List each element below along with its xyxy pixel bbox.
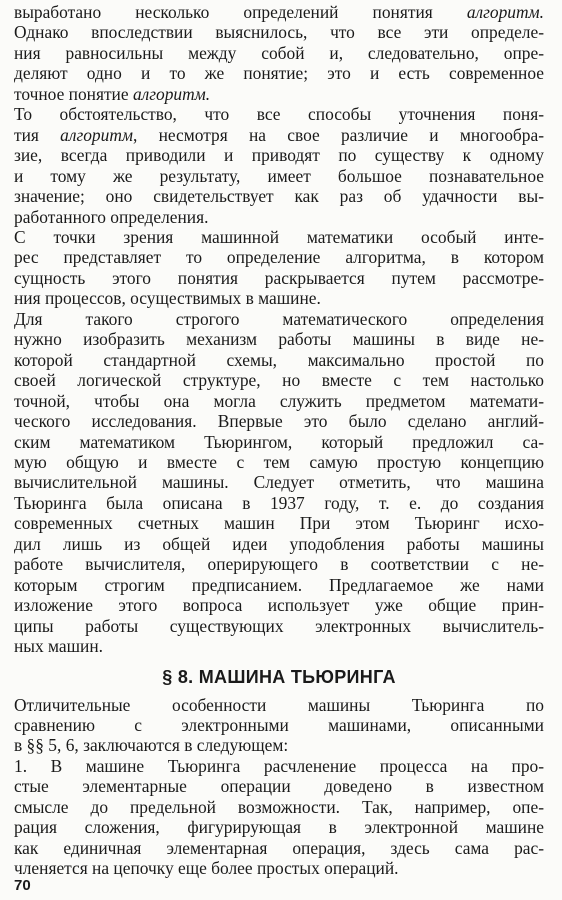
text-line: Отличительные особенности машины Тьюринга по <box>14 694 544 715</box>
paragraph <box>14 309 544 657</box>
text-line: ципы работы существующих электронных вычислитель- <box>14 615 544 636</box>
text-line: сущность этого понятия раскрывается путем рассмотре- <box>14 267 544 288</box>
text-line: рес представляет то определение алгоритма, в котором <box>14 247 544 268</box>
text-line: которым строгим предписанием. Предлагаемое же нами <box>14 574 544 595</box>
text-line: мую общую и вместе с тем самую простую концепцию <box>14 451 544 472</box>
text-line: работанного определения. <box>14 206 209 227</box>
page-number: 70 <box>14 877 31 894</box>
text-line: рация сложения, фигурирующая в электронной машине <box>14 817 544 838</box>
text-line: в §§ 5, 6, заключаются в следующем: <box>14 735 289 756</box>
section-heading: § 8. МАШИНА ТЬЮРИНГА <box>162 666 396 687</box>
text-line: Тьюринга была описана в 1937 году, т. е. до создания <box>14 492 544 513</box>
text-line: тия алгоритм, несмотря на свое различие и многообра- <box>14 124 544 145</box>
text-line: значение; оно свидетельствует как раз об удачности вы- <box>14 186 544 207</box>
text-line: ским математиком Тьюрингом, который предложил са- <box>14 431 544 452</box>
text-line: точное понятие алгоритм. <box>14 83 211 104</box>
text-line: и тому же результату, имеет большое познавательное <box>14 165 544 186</box>
text-line: как единичная элементарная операция, здесь сама рас- <box>14 837 544 858</box>
text-line: 1. В машине Тьюринга расчленение процесса на про- <box>14 755 544 776</box>
text-line: работе вычислителя, оперирующего в соответствии с не- <box>14 554 544 575</box>
paragraph <box>14 695 544 756</box>
text-line: ния процессов, осуществимых в машине. <box>14 288 321 309</box>
text-line: нужно изобразить механизм работы машины в виде не- <box>14 329 544 350</box>
book-page <box>14 2 544 879</box>
text-line: ния равносильны между собой и, следовательно, опре- <box>14 42 544 63</box>
text-line: точной, чтобы она могла служить предметом математи- <box>14 390 544 411</box>
body-text-after-heading <box>14 695 544 879</box>
paragraph <box>14 104 544 227</box>
text-line: ных машин. <box>14 636 103 657</box>
text-line: стые элементарные операции доведено в известном <box>14 776 544 797</box>
text-line: Однако впоследствии выяснилось, что все эти определе- <box>14 22 544 43</box>
text-line: вычислительной машины. Следует отметить, что машина <box>14 472 544 493</box>
text-line: Для такого строгого математического определения <box>14 308 544 329</box>
text-line: То обстоятельство, что все способы уточнения поня- <box>14 104 544 125</box>
text-line: сравнению с электронными машинами, описанными <box>14 714 544 735</box>
text-line: ческого исследования. Впервые это было сделано англий- <box>14 411 544 432</box>
text-line: которой стандартной схемы, максимально простой по <box>14 349 544 370</box>
text-line: зие, всегда приводили и приводят по существу к одному <box>14 145 544 166</box>
text-line: изложение этого вопроса использует уже общие прин- <box>14 595 544 616</box>
body-text-before-heading <box>14 2 544 657</box>
paragraph <box>14 2 544 104</box>
text-line: С точки зрения машинной математики особый инте- <box>14 226 544 247</box>
text-line: современных счетных машин При этом Тьюринг исхо- <box>14 513 544 534</box>
paragraph <box>14 227 544 309</box>
text-line: деляют одно и то же понятие; это и есть современное <box>14 63 544 84</box>
text-line: дил лишь из общей идеи уподобления работы машины <box>14 533 544 554</box>
text-line: смысле до предельной возможности. Так, например, опе- <box>14 796 544 817</box>
text-line: членяется на цепочку еще более простых операций. <box>14 858 399 879</box>
paragraph <box>14 756 544 879</box>
text-line: своей логической структуре, но вместе с тем настолько <box>14 370 544 391</box>
text-line: выработано несколько определений понятия алгоритм. <box>14 2 544 22</box>
